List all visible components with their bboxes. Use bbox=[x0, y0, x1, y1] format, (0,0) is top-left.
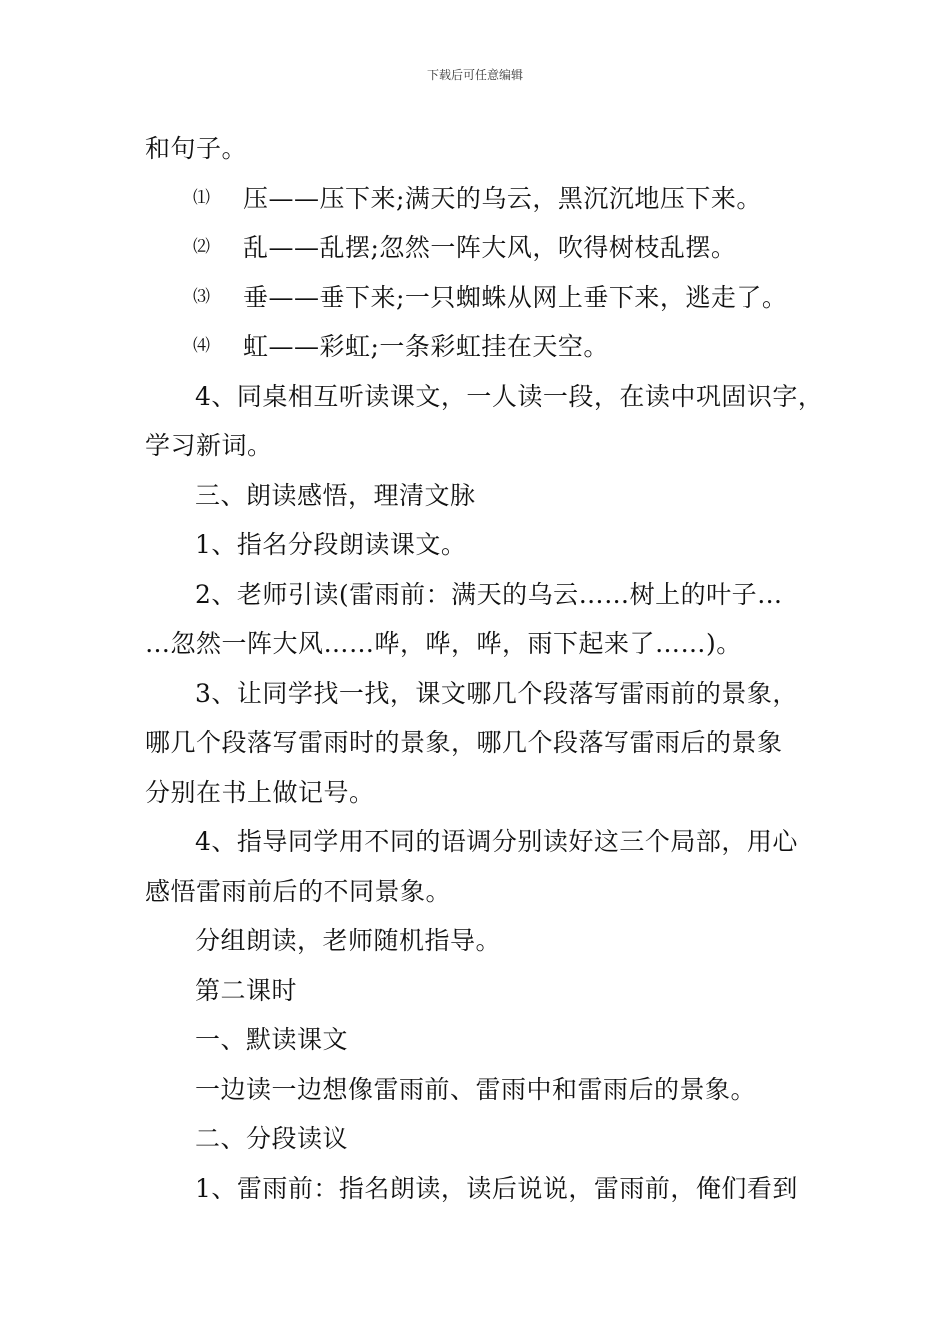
list-number: ⑵ bbox=[193, 237, 211, 257]
section-heading: 二、分段读议 bbox=[195, 1124, 349, 1153]
document-body bbox=[145, 124, 824, 1213]
text-line: 2、老师引读(雷雨前：满天的乌云……树上的叶子… bbox=[195, 579, 783, 609]
list-number: ⑴ bbox=[193, 187, 211, 208]
text-line: 4、指导同学用不同的语调分别读好这三个局部，用心 bbox=[195, 827, 798, 856]
list-number: ⑶ bbox=[193, 286, 211, 307]
list-item bbox=[145, 273, 810, 323]
text-line: 感悟雷雨前后的不同景象。 bbox=[145, 876, 452, 906]
text-line: 1、雷雨前：指名朗读，读后说说，雷雨前，俺们看到 bbox=[195, 1173, 798, 1203]
section-heading: 三、朗读感悟，理清文脉 bbox=[195, 480, 476, 510]
list-text: 压——压下来;满天的乌云，黑沉沉地压下来。 bbox=[243, 183, 762, 213]
list-text: 虹——彩虹;一条彩虹挂在天空。 bbox=[243, 332, 609, 361]
text-line: …忽然一阵大风……哗，哗，哗，雨下起来了……)。 bbox=[145, 629, 742, 658]
list-number: ⑷ bbox=[193, 336, 211, 356]
text-line: 4、同桌相互听读课文，一人读一段，在读中巩固识字， bbox=[195, 381, 824, 411]
text-line: 3、让同学找一找，课文哪几个段落写雷雨前的景象， bbox=[195, 678, 798, 708]
text-line: 分别在书上做记号。 bbox=[145, 777, 375, 807]
list-text: 垂——垂下来;一只蜘蛛从网上垂下来，逃走了。 bbox=[243, 282, 788, 312]
page-header: 下载后可任意编辑 bbox=[426, 68, 523, 82]
section-heading: 一、默读课文 bbox=[195, 1025, 349, 1054]
text-line: 一边读一边想像雷雨前、雷雨中和雷雨后的景象。 bbox=[195, 1074, 757, 1104]
list-item bbox=[145, 174, 810, 224]
text-line: 分组朗读，老师随机指导。 bbox=[195, 926, 502, 955]
text-line: 1、指名分段朗读课文。 bbox=[195, 530, 467, 559]
text-line: 哪几个段落写雷雨时的景象，哪几个段落写雷雨后的景象 bbox=[145, 728, 783, 757]
text-line: 学习新词。 bbox=[145, 431, 273, 460]
section-heading: 第二课时 bbox=[195, 975, 298, 1005]
text-line: 和句子。 bbox=[145, 134, 248, 163]
list-item bbox=[145, 223, 810, 273]
list-text: 乱——乱摆;忽然一阵大风，吹得树枝乱摆。 bbox=[243, 233, 737, 262]
list-item bbox=[145, 322, 810, 372]
